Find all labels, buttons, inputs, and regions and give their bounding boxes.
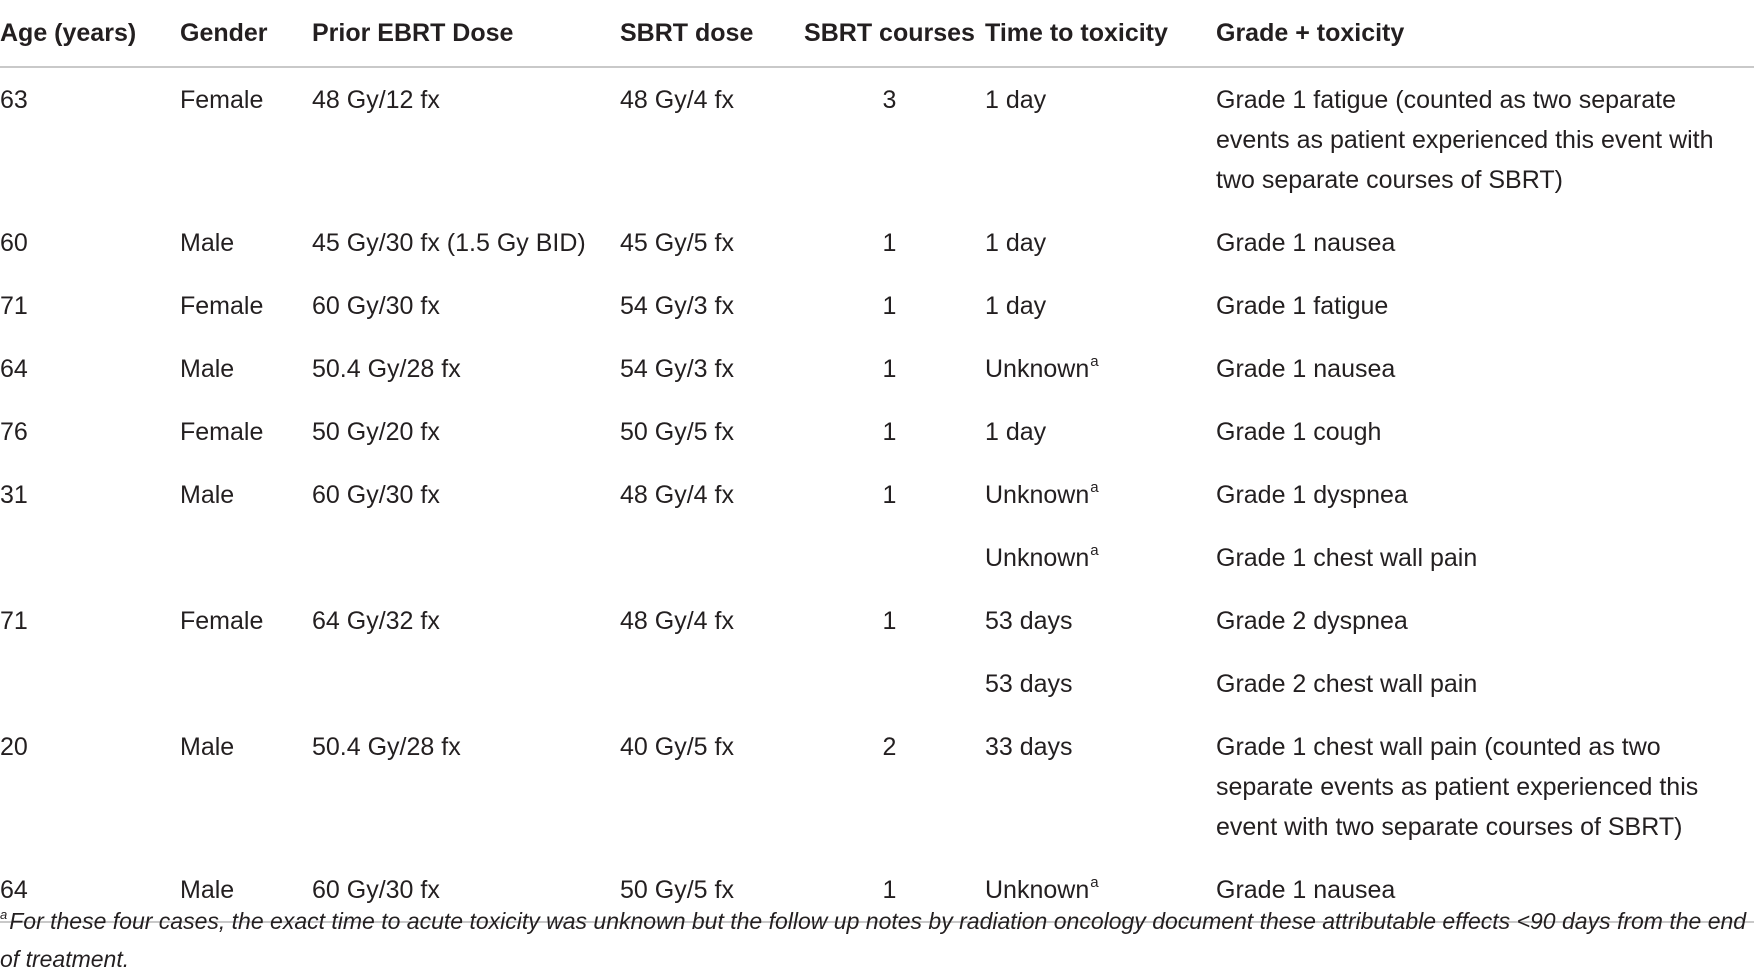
cell-prior-ebrt-dose: [312, 274, 620, 337]
table-row: [0, 463, 1754, 526]
cell-gender-text: Male: [180, 733, 235, 761]
cell-age-text: 63: [0, 86, 28, 114]
cell-age: [0, 337, 180, 400]
cell-prior-ebrt-dose: [312, 211, 620, 274]
header-sbrt-dose: SBRT dose: [620, 0, 794, 67]
table-row: [0, 589, 1754, 652]
cell-sbrt-courses: [794, 526, 985, 589]
cell-sbrt-courses: [794, 67, 985, 211]
table-body: [0, 67, 1754, 922]
cell-time-to-toxicity-text: 1 day: [985, 86, 1047, 114]
cell-time-to-toxicity: [985, 463, 1216, 526]
cell-gender-text: Male: [180, 876, 235, 904]
cell-time-to-toxicity: [985, 526, 1216, 589]
cell-time-to-toxicity-text: Unknown: [985, 876, 1090, 904]
cell-sbrt-courses-text: 1: [882, 355, 897, 383]
cell-age-text: 71: [0, 292, 28, 320]
footnote-marker: a: [1090, 479, 1099, 496]
cell-time-to-toxicity-text: 53 days: [985, 670, 1073, 698]
cell-sbrt-courses-text: 1: [882, 876, 897, 904]
cell-age-text: 64: [0, 355, 28, 383]
cell-grade-toxicity: [1216, 652, 1754, 715]
cell-grade-toxicity-text: Grade 1 nausea: [1216, 876, 1396, 904]
cell-time-to-toxicity-text: Unknown: [985, 355, 1090, 383]
cell-gender-text: Female: [180, 418, 264, 446]
table-row: [0, 400, 1754, 463]
cell-prior-ebrt-dose: [312, 715, 620, 858]
cell-gender: [180, 337, 312, 400]
header-sbrt-courses: SBRT courses: [794, 0, 985, 67]
cell-prior-ebrt-dose: [312, 589, 620, 652]
cell-time-to-toxicity: [985, 652, 1216, 715]
table-row: [0, 211, 1754, 274]
table-row: [0, 337, 1754, 400]
footnote-marker: a: [1090, 353, 1099, 370]
cell-grade-toxicity-text: Grade 1 chest wall pain: [1216, 544, 1478, 572]
cell-age-text: 31: [0, 481, 28, 509]
cell-prior-ebrt-dose-text: 60 Gy/30 fx: [312, 292, 440, 320]
cell-sbrt-dose: [620, 67, 794, 211]
cell-prior-ebrt-dose: [312, 652, 620, 715]
cell-sbrt-courses: [794, 337, 985, 400]
header-time-to-toxicity: Time to toxicity: [985, 0, 1216, 67]
footnote-marker: a: [1090, 542, 1099, 559]
cell-sbrt-courses: [794, 400, 985, 463]
cell-sbrt-dose: [620, 211, 794, 274]
cell-age: [0, 400, 180, 463]
cell-time-to-toxicity: [985, 337, 1216, 400]
cell-sbrt-dose: [620, 652, 794, 715]
cell-sbrt-dose-text: 54 Gy/3 fx: [620, 292, 734, 320]
cell-gender: [180, 652, 312, 715]
cell-prior-ebrt-dose: [312, 463, 620, 526]
cell-sbrt-dose-text: 45 Gy/5 fx: [620, 229, 734, 257]
cell-time-to-toxicity: [985, 715, 1216, 858]
cell-sbrt-dose-text: 40 Gy/5 fx: [620, 733, 734, 761]
header-row: [0, 0, 1754, 67]
cell-prior-ebrt-dose-text: 64 Gy/32 fx: [312, 607, 440, 635]
cell-age: [0, 715, 180, 858]
footnote-mark: a: [0, 907, 8, 922]
cell-age: [0, 211, 180, 274]
table-row: [0, 526, 1754, 589]
cell-age-text: 71: [0, 607, 28, 635]
cell-time-to-toxicity-text: 33 days: [985, 733, 1073, 761]
cell-prior-ebrt-dose-text: 48 Gy/12 fx: [312, 86, 440, 114]
cell-sbrt-courses-text: 1: [882, 418, 897, 446]
cell-gender: [180, 715, 312, 858]
cell-prior-ebrt-dose-text: 60 Gy/30 fx: [312, 481, 440, 509]
cell-age-text: 76: [0, 418, 28, 446]
cell-sbrt-courses-text: 1: [882, 481, 897, 509]
table-row: [0, 274, 1754, 337]
cell-sbrt-dose-text: 48 Gy/4 fx: [620, 86, 734, 114]
cell-sbrt-courses: [794, 589, 985, 652]
cell-age: [0, 463, 180, 526]
cell-grade-toxicity: [1216, 337, 1754, 400]
cell-sbrt-courses-text: 1: [882, 292, 897, 320]
cell-age-text: 64: [0, 876, 28, 904]
cell-sbrt-courses: [794, 715, 985, 858]
cell-prior-ebrt-dose-text: 50.4 Gy/28 fx: [312, 733, 461, 761]
cell-age: [0, 589, 180, 652]
cell-grade-toxicity: [1216, 589, 1754, 652]
cell-gender: [180, 211, 312, 274]
cell-sbrt-dose-text: 48 Gy/4 fx: [620, 607, 734, 635]
cell-sbrt-dose: [620, 715, 794, 858]
cell-grade-toxicity-text: Grade 1 chest wall pain (counted as two separate events as patient experienced this event with two separate courses of SBRT): [1216, 733, 1699, 841]
cell-grade-toxicity: [1216, 463, 1754, 526]
cell-sbrt-dose-text: 50 Gy/5 fx: [620, 418, 734, 446]
cell-grade-toxicity: [1216, 400, 1754, 463]
cell-sbrt-dose-text: 48 Gy/4 fx: [620, 481, 734, 509]
cell-prior-ebrt-dose: [312, 526, 620, 589]
footnote-marker: a: [1090, 874, 1099, 891]
cell-age: [0, 67, 180, 211]
cell-grade-toxicity-text: Grade 2 dyspnea: [1216, 607, 1408, 635]
cell-age: [0, 652, 180, 715]
cell-sbrt-courses: [794, 274, 985, 337]
table-row: [0, 652, 1754, 715]
table-row: [0, 715, 1754, 858]
cell-gender-text: Male: [180, 481, 235, 509]
cell-sbrt-dose-text: 54 Gy/3 fx: [620, 355, 734, 383]
cell-sbrt-courses-text: 3: [882, 86, 897, 114]
header-prior-ebrt-dose: Prior EBRT Dose: [312, 0, 620, 67]
cell-time-to-toxicity: [985, 400, 1216, 463]
cell-gender-text: Female: [180, 292, 264, 320]
cell-age-text: 60: [0, 229, 28, 257]
cell-sbrt-dose: [620, 274, 794, 337]
cell-grade-toxicity-text: Grade 1 fatigue (counted as two separate events as patient experienced this event with two separate courses of SBRT): [1216, 86, 1714, 194]
cell-sbrt-dose: [620, 589, 794, 652]
cell-gender: [180, 274, 312, 337]
cell-grade-toxicity-text: Grade 1 nausea: [1216, 355, 1396, 383]
cell-gender: [180, 463, 312, 526]
cell-time-to-toxicity-text: Unknown: [985, 544, 1090, 572]
cell-prior-ebrt-dose: [312, 337, 620, 400]
cell-sbrt-courses-text: 2: [882, 733, 897, 761]
cell-gender: [180, 526, 312, 589]
cell-sbrt-courses-text: 1: [882, 229, 897, 257]
cell-grade-toxicity-text: Grade 1 cough: [1216, 418, 1382, 446]
cell-gender-text: Female: [180, 607, 264, 635]
table-row: [0, 67, 1754, 211]
cell-time-to-toxicity: [985, 211, 1216, 274]
cell-gender: [180, 589, 312, 652]
cell-prior-ebrt-dose-text: 45 Gy/30 fx (1.5 Gy BID): [312, 229, 586, 257]
cell-sbrt-courses: [794, 652, 985, 715]
cell-age: [0, 526, 180, 589]
cell-grade-toxicity: [1216, 211, 1754, 274]
cell-prior-ebrt-dose-text: 50.4 Gy/28 fx: [312, 355, 461, 383]
header-gender: Gender: [180, 0, 312, 67]
cell-sbrt-courses-text: 1: [882, 607, 897, 635]
cell-grade-toxicity: [1216, 274, 1754, 337]
cell-prior-ebrt-dose: [312, 400, 620, 463]
cell-grade-toxicity-text: Grade 1 fatigue: [1216, 292, 1389, 320]
cell-grade-toxicity: [1216, 526, 1754, 589]
header-age: Age (years): [0, 0, 180, 67]
cell-grade-toxicity-text: Grade 1 nausea: [1216, 229, 1396, 257]
header-grade-toxicity: Grade + toxicity: [1216, 0, 1754, 67]
cell-time-to-toxicity-text: 1 day: [985, 229, 1047, 257]
cell-time-to-toxicity: [985, 589, 1216, 652]
cell-sbrt-dose: [620, 463, 794, 526]
cell-gender: [180, 400, 312, 463]
cell-sbrt-dose: [620, 526, 794, 589]
cell-grade-toxicity: [1216, 67, 1754, 211]
cell-time-to-toxicity: [985, 274, 1216, 337]
cell-prior-ebrt-dose-text: 60 Gy/30 fx: [312, 876, 440, 904]
cell-prior-ebrt-dose: [312, 67, 620, 211]
cell-gender-text: Female: [180, 86, 264, 114]
cell-sbrt-dose-text: 50 Gy/5 fx: [620, 876, 734, 904]
cell-age-text: 20: [0, 733, 28, 761]
cell-prior-ebrt-dose-text: 50 Gy/20 fx: [312, 418, 440, 446]
cell-gender: [180, 67, 312, 211]
cell-time-to-toxicity-text: 1 day: [985, 292, 1047, 320]
cell-grade-toxicity-text: Grade 1 dyspnea: [1216, 481, 1408, 509]
table-footnote: [0, 902, 1754, 978]
cell-gender-text: Male: [180, 229, 235, 257]
cell-time-to-toxicity: [985, 67, 1216, 211]
cell-sbrt-courses: [794, 463, 985, 526]
cell-gender-text: Male: [180, 355, 235, 383]
cell-sbrt-dose: [620, 400, 794, 463]
cell-time-to-toxicity-text: 1 day: [985, 418, 1047, 446]
table-header: [0, 0, 1754, 67]
cell-sbrt-dose: [620, 337, 794, 400]
cell-grade-toxicity: [1216, 715, 1754, 858]
cell-age: [0, 274, 180, 337]
footnote-text: For these four cases, the exact time to acute toxicity was unknown but the follow up notes by radiation oncology document these attributable effects <90 days from the end of treatment.: [0, 908, 1747, 972]
cell-sbrt-courses: [794, 211, 985, 274]
cell-time-to-toxicity-text: 53 days: [985, 607, 1073, 635]
cell-time-to-toxicity-text: Unknown: [985, 481, 1090, 509]
cell-grade-toxicity-text: Grade 2 chest wall pain: [1216, 670, 1478, 698]
